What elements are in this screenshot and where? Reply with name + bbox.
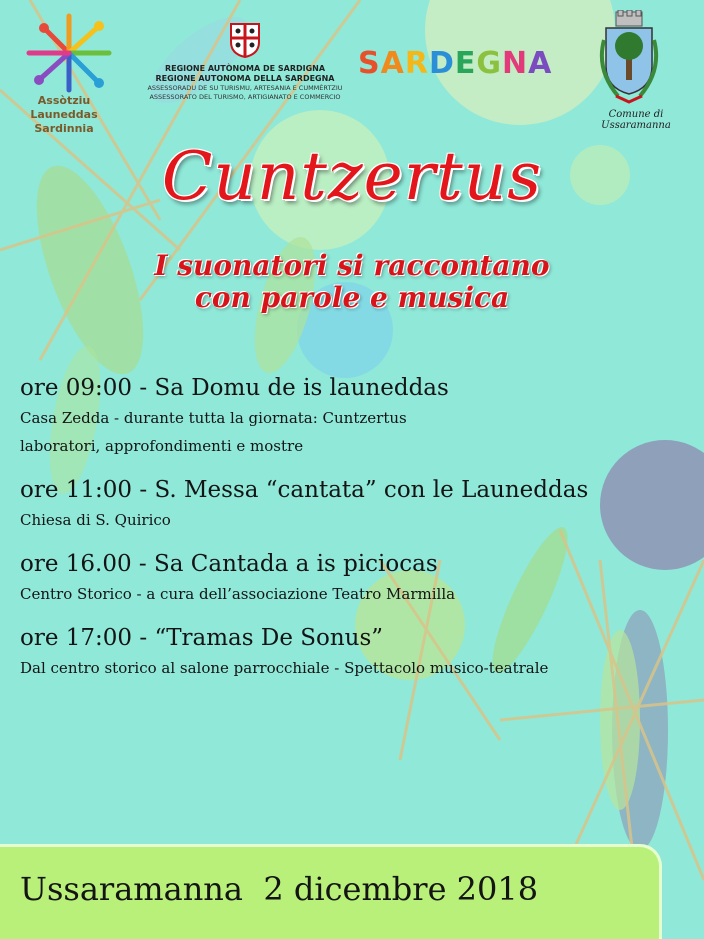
footer-date: 2 dicembre 2018 bbox=[263, 870, 539, 908]
footer-place-date bbox=[20, 870, 538, 908]
event-description: Dal centro storico al salone parrocchiale - Spettacolo musico-teatrale bbox=[20, 659, 549, 677]
event-description: Centro Storico - a cura dell’associazione Teatro Marmilla bbox=[20, 585, 456, 603]
footer-place: Ussaramanna bbox=[20, 870, 243, 908]
event-heading: ore 17:00 - “Tramas De Sonus” bbox=[20, 625, 384, 651]
subtitle-line2: con parole e musica bbox=[194, 281, 510, 314]
comune-name: Comune di Ussaramanna bbox=[601, 109, 671, 131]
sardegna-letter: S bbox=[358, 46, 381, 81]
comune-crest-icon bbox=[594, 10, 664, 106]
event-item bbox=[20, 474, 700, 534]
assoc-name bbox=[10, 94, 118, 136]
event-heading: ore 16.00 - Sa Cantada a is piciocas bbox=[20, 551, 438, 577]
sardegna-letter: G bbox=[476, 46, 502, 81]
sardegna-logo bbox=[358, 46, 552, 81]
event-description: Chiesa di S. Quirico bbox=[20, 511, 171, 529]
assessorate-sardinian: ASSESSORADU DE SU TURISMU, ARTESANIA E CUMMÈRTZIU bbox=[147, 84, 343, 92]
assoc-name-line2: Sardinnia bbox=[34, 122, 94, 135]
assessorate-italian: ASSESSORATO DEL TURISMO, ARTIGIANATO E COMMERCIO bbox=[149, 93, 341, 101]
event-heading: ore 09:00 - Sa Domu de is launeddas bbox=[20, 375, 449, 401]
region-crest-icon bbox=[229, 22, 261, 58]
event-item bbox=[20, 548, 700, 608]
sardegna-letter: A bbox=[528, 46, 553, 81]
sardegna-letter: N bbox=[501, 46, 529, 81]
subtitle-line1: I suonatori si raccontano bbox=[154, 249, 550, 282]
sardegna-letter: E bbox=[454, 46, 477, 81]
event-description: Casa Zedda - durante tutta la giornata: Cuntzertus bbox=[20, 409, 407, 427]
region-sardegna-block bbox=[140, 22, 350, 102]
sardegna-letter: D bbox=[428, 46, 455, 81]
sardegna-letter: R bbox=[404, 46, 429, 81]
event-description: laboratori, approfondimenti e mostre bbox=[20, 437, 304, 455]
poster-title: Cuntzertus bbox=[161, 138, 543, 215]
region-name-italian: REGIONE AUTONOMA DELLA SARDEGNA bbox=[155, 74, 335, 83]
event-item bbox=[20, 372, 700, 460]
event-item bbox=[20, 622, 700, 682]
sardegna-letter: A bbox=[380, 46, 405, 81]
assoc-name-line1: Assòtziu Launeddas bbox=[30, 94, 98, 121]
event-schedule bbox=[20, 372, 700, 696]
event-heading: ore 11:00 - S. Messa “cantata” con le Launeddas bbox=[20, 477, 589, 503]
region-name-sardinian: REGIONE AUTÒNOMA DE SARDIGNA bbox=[164, 64, 326, 73]
